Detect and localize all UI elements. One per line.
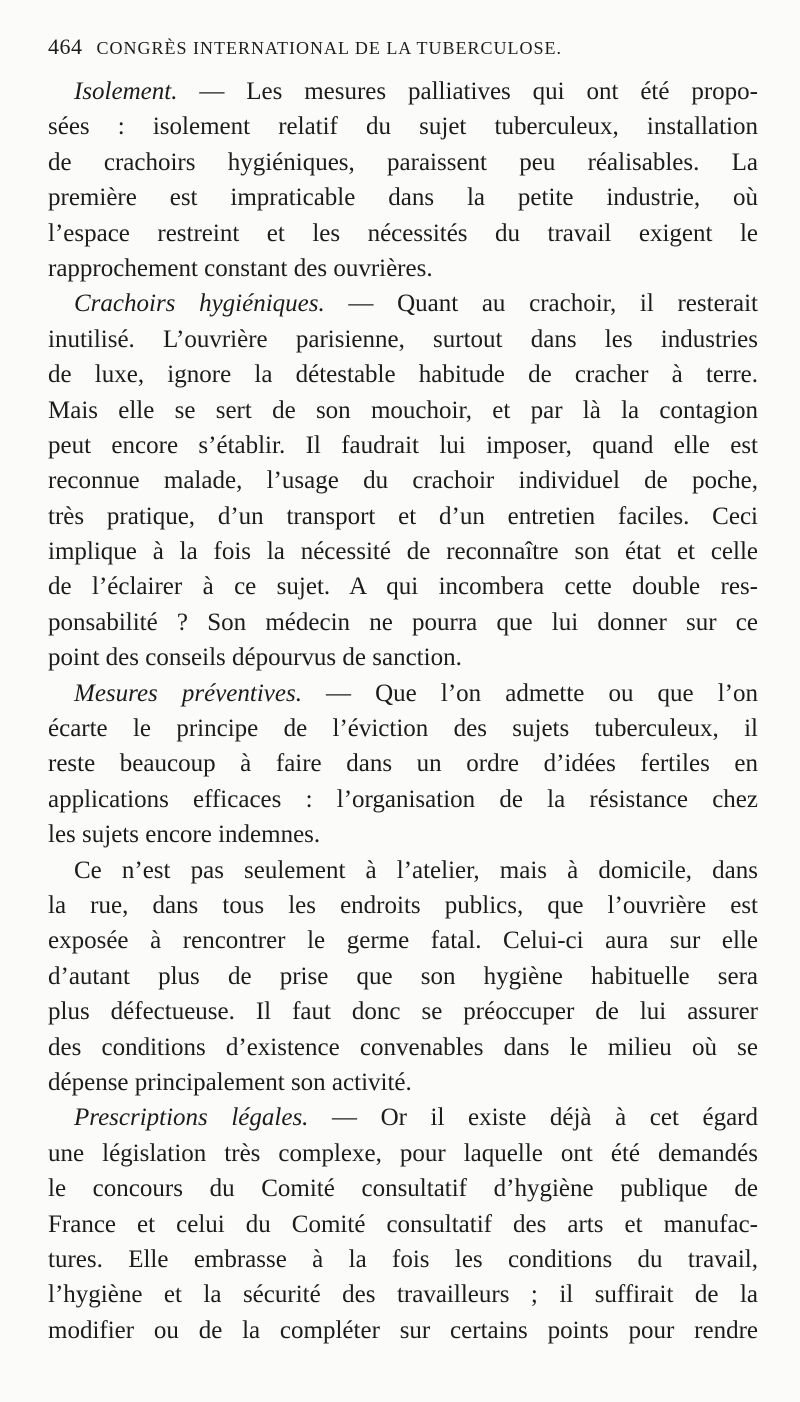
text-line: reconnue malade, l’usage du crachoir individuel de poche, <box>48 467 758 495</box>
text-line: ponsabilité ? Son médecin ne pourra que lui donner sur ce <box>48 608 758 636</box>
text-line: dépense principalement son activité. <box>48 1068 412 1096</box>
running-head <box>48 34 768 60</box>
text-line: France et celui du Comité consultatif des arts et manufac- <box>48 1210 758 1238</box>
text-line: point des conseils dépourvus de sanction. <box>48 644 462 672</box>
text-line: écarte le principe de l’éviction des sujets tuberculeux, il <box>48 715 758 743</box>
text-line: l’hygiène et la sécurité des travailleurs ; il suffirait de la <box>48 1281 758 1309</box>
text-line: Crachoirs hygiéniques. — Quant au crachoir, il resterait <box>74 290 758 318</box>
text-line: Mesures préventives. — Que l’on admette ou que l’on <box>74 679 758 707</box>
text-line: rapprochement constant des ouvrières. <box>48 254 433 282</box>
text-line: inutilisé. L’ouvrière parisienne, surtout dans les industries <box>48 325 758 353</box>
text-line: très pratique, d’un transport et d’un entretien faciles. Ceci <box>48 502 758 530</box>
text-line: implique à la fois la nécessité de reconnaître son état et celle <box>48 538 758 566</box>
text-line: des conditions d’existence convenables dans le milieu où se <box>48 1033 758 1061</box>
text-line: de luxe, ignore la détestable habitude de cracher à terre. <box>48 361 758 389</box>
text-line: applications efficaces : l’organisation de la résistance chez <box>48 785 758 813</box>
body-text <box>48 74 758 1348</box>
text-line: plus défectueuse. Il faut donc se préoccuper de lui assurer <box>48 998 758 1026</box>
text-line: la rue, dans tous les endroits publics, que l’ouvrière est <box>48 891 758 919</box>
text-line: de crachoirs hygiéniques, paraissent peu réalisables. La <box>48 148 758 176</box>
section-lead: Isolement. <box>74 78 178 105</box>
text-line: Mais elle se sert de son mouchoir, et par là la contagion <box>48 396 758 424</box>
text-line: reste beaucoup à faire dans un ordre d’idées fertiles en <box>48 750 758 778</box>
text-line: Isolement. — Les mesures palliatives qui ont été propo- <box>74 78 758 105</box>
text-line: une législation très complexe, pour laquelle ont été demandés <box>48 1139 758 1167</box>
text-line: sées : isolement relatif du sujet tuberculeux, installation <box>48 113 758 141</box>
section-lead: Prescriptions légales. <box>74 1104 309 1132</box>
section-lead: Mesures préventives. <box>74 679 302 707</box>
page-number: 464 <box>48 34 83 59</box>
text-line: de l’éclairer à ce sujet. A qui incombera cette double res- <box>48 573 758 601</box>
text-line: peut encore s’établir. Il faudrait lui imposer, quand elle est <box>48 431 758 459</box>
running-title: CONGRÈS INTERNATIONAL DE LA TUBERCULOSE. <box>96 38 562 58</box>
text-line: Ce n’est pas seulement à l’atelier, mais à domicile, dans <box>74 856 758 884</box>
text-line: les sujets encore indemnes. <box>48 821 321 849</box>
text-line: le concours du Comité consultatif d’hygiène publique de <box>48 1175 758 1203</box>
text-line: première est impraticable dans la petite industrie, où <box>48 184 758 212</box>
text-line: d’autant plus de prise que son hygiène habituelle sera <box>48 962 758 990</box>
text-line: l’espace restreint et les nécessités du travail exigent le <box>48 219 758 247</box>
text-line: modifier ou de la compléter sur certains points pour rendre <box>48 1316 758 1344</box>
text-line: exposée à rencontrer le germe fatal. Celui-ci aura sur elle <box>48 927 758 955</box>
text-line: tures. Elle embrasse à la fois les conditions du travail, <box>48 1245 758 1273</box>
section-lead: Crachoirs hygiéniques. <box>74 290 325 318</box>
text-line: Prescriptions légales. — Or il existe déjà à cet égard <box>74 1104 758 1132</box>
